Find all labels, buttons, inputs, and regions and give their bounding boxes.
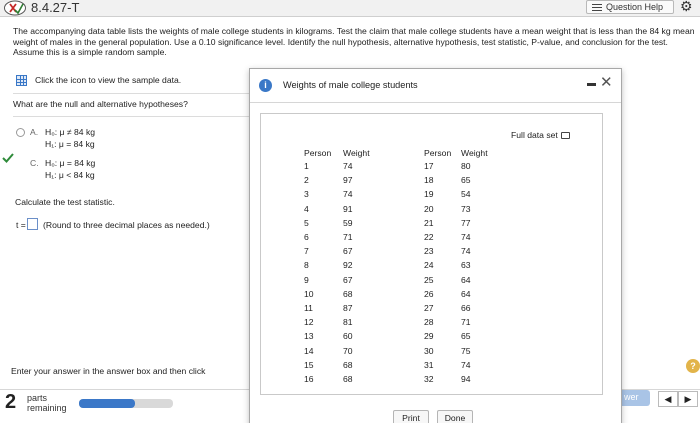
table-cell-person: 17	[424, 161, 434, 171]
option-c-h0: H₀: μ = 84 kg	[45, 158, 96, 168]
rounding-hint: (Round to three decimal places as needed.)	[43, 220, 210, 230]
table-cell-person: 31	[424, 359, 434, 370]
table-cell-weight: 80	[461, 161, 471, 171]
table-cell-weight: 73	[461, 203, 471, 214]
table-cell-person: 3	[304, 189, 309, 200]
table-cell-weight: 67	[343, 274, 353, 285]
sample-data-dialog	[249, 68, 622, 423]
table-cell-person: 19	[424, 189, 434, 200]
column-header-person: Person	[424, 148, 452, 158]
question-help-button[interactable]	[586, 0, 674, 14]
table-cell-person: 20	[424, 203, 434, 214]
table-cell-person: 26	[424, 288, 434, 299]
column-header-weight: Weight	[343, 148, 370, 158]
table-cell-weight: 87	[343, 303, 353, 313]
x-partial-icon	[3, 0, 27, 16]
table-cell-person: 7	[304, 246, 309, 257]
table-cell-person: 12	[304, 317, 314, 328]
table-cell-weight: 59	[343, 217, 353, 228]
divider	[13, 116, 261, 117]
sample-data-label: Click the icon to view the sample data.	[35, 75, 182, 85]
table-cell-weight: 74	[461, 246, 471, 257]
table-cell-person: 4	[304, 203, 309, 214]
table-cell-person: 15	[304, 359, 314, 370]
table-cell-person: 16	[304, 374, 314, 384]
list-icon	[592, 4, 602, 11]
table-cell-person: 13	[304, 331, 314, 342]
previous-button[interactable]: ◀	[658, 391, 678, 407]
divider	[13, 93, 261, 94]
option-a-h0: H₀: μ ≠ 84 kg	[45, 127, 96, 137]
table-cell-person: 27	[424, 303, 434, 313]
copy-icon[interactable]	[561, 132, 570, 139]
page-title: 8.4.27-T	[31, 0, 80, 15]
table-cell-weight: 54	[461, 189, 471, 200]
table-cell-person: 18	[424, 175, 434, 186]
option-c-h1: H₁: μ < 84 kg	[45, 170, 95, 180]
question-hypotheses: What are the null and alternative hypotheses?	[13, 99, 188, 109]
column-header-weight: Weight	[461, 148, 488, 158]
progress-fill	[79, 399, 135, 408]
answer-prefix: t =	[16, 220, 26, 230]
table-cell-weight: 91	[343, 203, 353, 214]
top-bar	[0, 0, 700, 17]
table-cell-weight: 68	[343, 374, 353, 384]
print-button[interactable]: Print	[393, 410, 429, 423]
table-cell-weight: 60	[343, 331, 353, 342]
dialog-title: Weights of male college students	[283, 80, 418, 90]
table-cell-weight: 94	[461, 374, 471, 384]
parts-label-line2: remaining	[27, 403, 67, 413]
progress-bar	[79, 399, 173, 408]
info-icon: i	[259, 79, 272, 92]
next-button[interactable]: ▶	[678, 391, 698, 407]
table-cell-weight: 74	[343, 189, 353, 200]
table-cell-weight: 71	[343, 232, 353, 242]
option-a-h1: H₁: μ = 84 kg	[45, 139, 95, 149]
table-cell-weight: 74	[461, 359, 471, 370]
dialog-header	[250, 69, 621, 103]
table-cell-person: 9	[304, 274, 309, 285]
table-cell-person: 10	[304, 288, 314, 299]
table-cell-weight: 66	[461, 303, 471, 313]
dialog-buttons	[250, 410, 621, 423]
close-icon[interactable]: ✕	[600, 74, 613, 91]
question-help-label: Question Help	[606, 2, 664, 12]
table-cell-person: 32	[424, 374, 434, 384]
table-cell-weight: 77	[461, 217, 471, 228]
data-table-panel	[260, 113, 603, 395]
table-cell-person: 5	[304, 217, 309, 228]
table-cell-weight: 75	[461, 345, 471, 356]
minimize-button[interactable]	[587, 83, 596, 86]
table-cell-person: 22	[424, 232, 434, 242]
help-icon[interactable]: ?	[686, 359, 700, 373]
table-cell-person: 6	[304, 232, 309, 242]
table-cell-weight: 65	[461, 331, 471, 342]
table-cell-weight: 74	[343, 161, 353, 171]
table-cell-person: 24	[424, 260, 434, 271]
checkmark-icon	[2, 153, 14, 163]
option-c-letter: C.	[30, 158, 39, 168]
table-cell-person: 23	[424, 246, 434, 257]
option-a-radio[interactable]	[16, 128, 25, 137]
table-cell-weight: 67	[343, 246, 353, 257]
table-cell-person: 25	[424, 274, 434, 285]
table-cell-person: 29	[424, 331, 434, 342]
table-cell-weight: 71	[461, 317, 471, 328]
test-statistic-input[interactable]	[27, 218, 38, 230]
table-cell-person: 1	[304, 161, 309, 171]
table-cell-person: 21	[424, 217, 434, 228]
table-icon[interactable]	[16, 75, 27, 86]
question-test-statistic: Calculate the test statistic.	[15, 197, 115, 207]
table-cell-person: 30	[424, 345, 434, 356]
table-cell-person: 14	[304, 345, 314, 356]
table-cell-weight: 74	[461, 232, 471, 242]
table-cell-weight: 70	[343, 345, 353, 356]
table-cell-weight: 64	[461, 274, 471, 285]
table-cell-weight: 81	[343, 317, 353, 328]
table-cell-person: 8	[304, 260, 309, 271]
table-cell-weight: 97	[343, 175, 353, 186]
column-header-person: Person	[304, 148, 332, 158]
table-cell-weight: 63	[461, 260, 471, 271]
parts-count: 2	[5, 391, 17, 413]
instruction-text: Enter your answer in the answer box and then click	[11, 366, 206, 376]
gear-icon[interactable]: ⚙	[680, 0, 693, 14]
parts-label	[27, 393, 67, 413]
full-data-set-link[interactable]	[511, 130, 570, 140]
table-cell-weight: 65	[461, 175, 471, 186]
done-button[interactable]: Done	[437, 410, 473, 423]
table-cell-weight: 92	[343, 260, 353, 271]
table-cell-weight: 68	[343, 359, 353, 370]
option-a-letter: A.	[30, 127, 39, 137]
table-cell-person: 11	[304, 303, 313, 313]
parts-label-line1: parts	[27, 393, 48, 403]
table-cell-person: 28	[424, 317, 434, 328]
problem-statement: The accompanying data table lists the weights of male college students in kilograms. Test the claim that male college students have a mean weight that is less than the 84 kg mean weight of males in the general population. Use a 0.10 significance level. Identify the null hypothesis, alternative hypothesis, test statistic, P-value, and conclusion for the test. Assume this is a simple random sample.	[13, 26, 695, 58]
table-cell-weight: 64	[461, 288, 471, 299]
check-answer-label: wer	[624, 392, 639, 402]
full-data-set-label: Full data set	[511, 130, 558, 140]
table-cell-weight: 68	[343, 288, 353, 299]
table-cell-person: 2	[304, 175, 309, 186]
